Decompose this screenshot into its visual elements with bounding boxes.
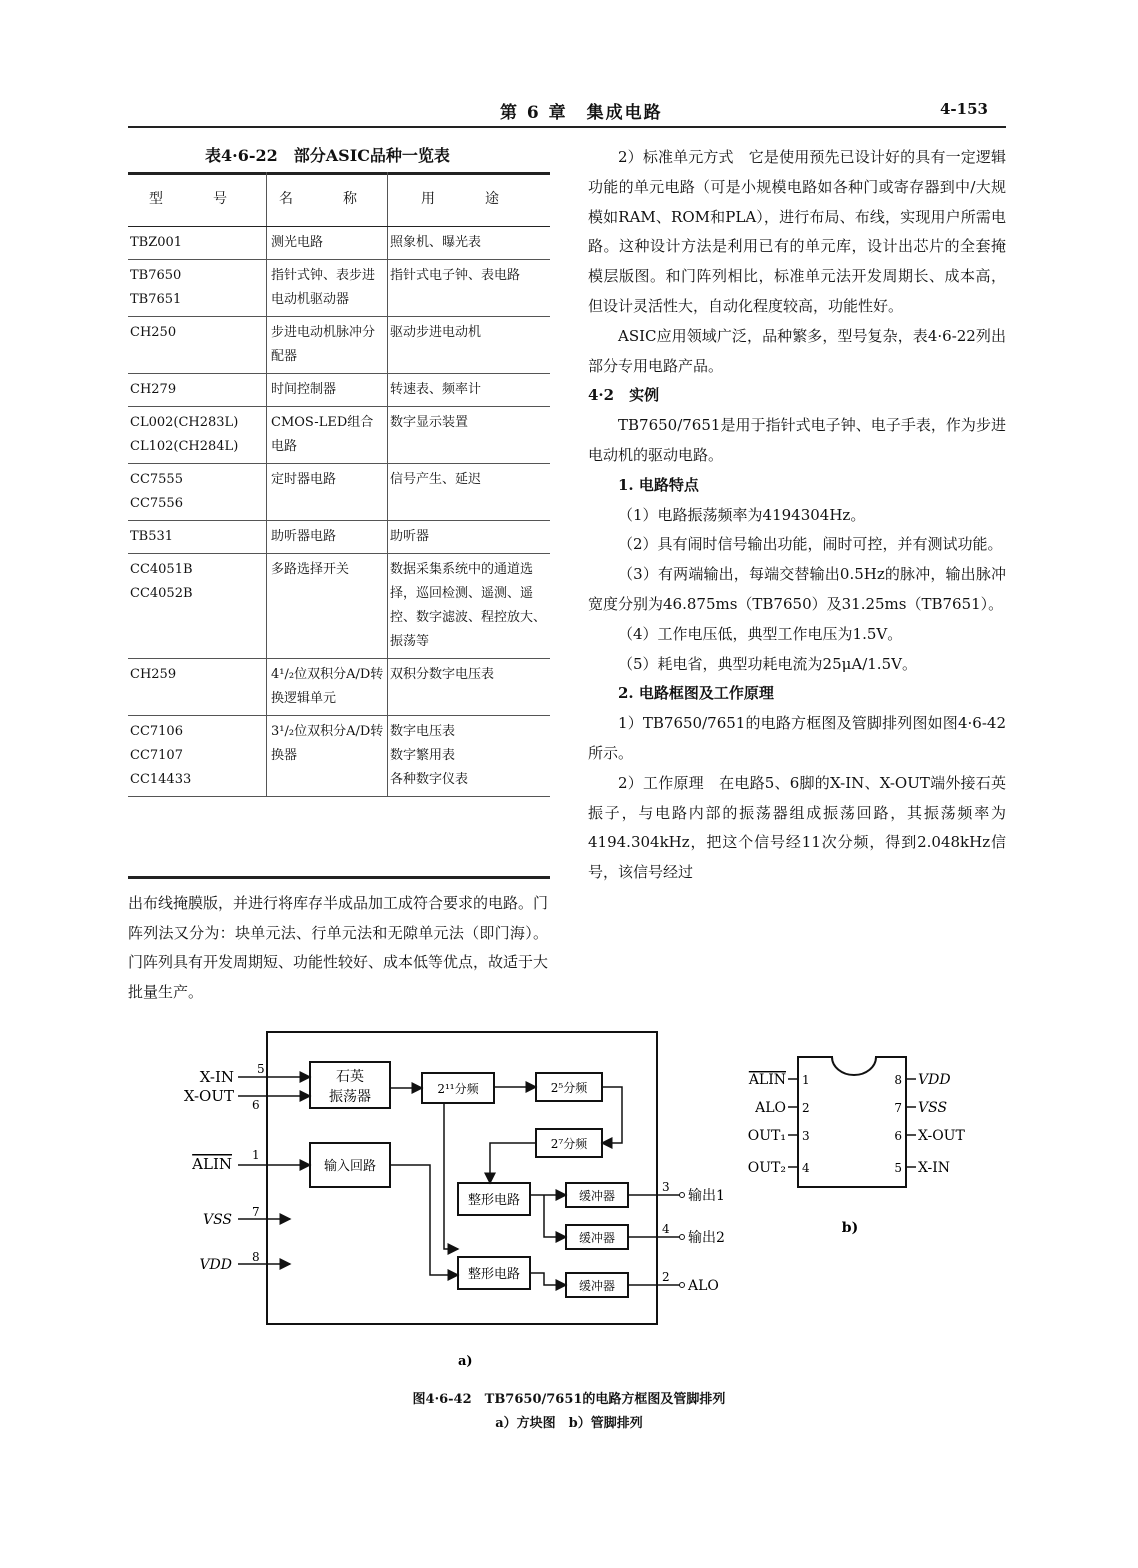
paragraph-tb7650: TB7650/7651是用于指针式电子钟、电子手表，作为步进电动机的驱动电路。 bbox=[588, 416, 1006, 464]
cell-name: 4¹/₂位双积分A/D转换逻辑单元 bbox=[267, 659, 388, 716]
pin-left-number: 2 bbox=[802, 1101, 810, 1115]
paragraph-gate-array: 出布线掩膜版，并进行将库存半成品加工成符合要求的电路。门阵列法又分为：块单元法、行单元法和无隙单元法（即门海）。门阵列具有开发周期短、功能性较好、成本低等优点，故适于大批量生产。 bbox=[128, 894, 549, 1001]
cell-use: 信号产生、延迟 bbox=[388, 464, 551, 521]
cell-name: 步进电动机脉冲分配器 bbox=[267, 317, 388, 374]
input-label: 输入回路 bbox=[323, 1159, 377, 1174]
table-bottom-rule bbox=[128, 876, 550, 879]
table-row bbox=[128, 659, 550, 716]
cell-name: 助听器电路 bbox=[267, 521, 388, 554]
cell-name: 测光电路 bbox=[267, 227, 388, 260]
pin8-num: 8 bbox=[252, 1250, 260, 1264]
pin5-num: 5 bbox=[257, 1062, 265, 1076]
pin3-num: 3 bbox=[662, 1180, 670, 1194]
pin-right-label: VDD bbox=[918, 1072, 951, 1088]
fig-b-label: b) bbox=[841, 1220, 859, 1236]
shape2-label: 整形电路 bbox=[467, 1267, 521, 1282]
chapter-title: 第 6 章 集成电路 bbox=[500, 103, 663, 123]
heading-features: 1. 电路特点 bbox=[618, 475, 699, 494]
osc-label: 石英 bbox=[336, 1069, 364, 1085]
cell-name: 时间控制器 bbox=[267, 374, 388, 407]
cell-name: 指针式钟、表步进电动机驱动器 bbox=[267, 260, 388, 317]
cell-use: 驱动步进电动机 bbox=[388, 317, 551, 374]
alin-label: ALIN bbox=[192, 1155, 232, 1173]
pin-left-label: ALO bbox=[755, 1100, 786, 1116]
table-row bbox=[128, 554, 550, 659]
cell-model: CL002(CH283L) CL102(CH284L) bbox=[128, 407, 267, 464]
buf3-label: 缓冲器 bbox=[578, 1279, 616, 1293]
table-row bbox=[128, 407, 550, 464]
out2-label: 输出2 bbox=[688, 1230, 725, 1246]
paragraph-asic: ASIC应用领域广泛，品种繁多，型号复杂，表4·6-22列出部分专用电路产品。 bbox=[588, 326, 1006, 375]
cell-model: TB7650 TB7651 bbox=[128, 260, 267, 317]
buf2-label: 缓冲器 bbox=[578, 1231, 616, 1245]
feature-1: （1）电路振荡频率为4194304Hz。 bbox=[618, 505, 866, 524]
osc-label-2: 振荡器 bbox=[329, 1089, 371, 1105]
pin-right-label: X-OUT bbox=[918, 1128, 965, 1144]
pin-right-number: 8 bbox=[894, 1073, 902, 1087]
div5-label: 2⁵分频 bbox=[550, 1081, 588, 1095]
div7-label: 2⁷分频 bbox=[550, 1137, 588, 1151]
table-title: 表4·6-22 部分ASIC品种一览表 bbox=[205, 146, 450, 165]
pin7-num: 7 bbox=[252, 1205, 260, 1219]
feature-4: （4）工作电压低，典型工作电压为1.5V。 bbox=[618, 624, 903, 643]
out1-label: 输出1 bbox=[688, 1188, 725, 1204]
header-rule bbox=[128, 126, 1006, 128]
pin-right-number: 6 bbox=[894, 1129, 902, 1143]
cell-use: 数据采集系统中的通道选择，巡回检测、遥测、遥控、数字滤波、程控放大、振荡等 bbox=[388, 554, 551, 659]
xin-label: X-IN bbox=[199, 1068, 234, 1086]
cell-model: CH259 bbox=[128, 659, 267, 716]
pin-left-number: 1 bbox=[802, 1073, 810, 1087]
table-row bbox=[128, 521, 550, 554]
feature-5: （5）耗电省，典型功耗电流为25μA/1.5V。 bbox=[618, 654, 917, 673]
cell-model: CC7106 CC7107 CC14433 bbox=[128, 716, 267, 797]
cell-name: 定时器电路 bbox=[267, 464, 388, 521]
cell-model: CC4051B CC4052B bbox=[128, 554, 267, 659]
feature-2: （2）具有闹时信号输出功能，闹时可控，并有测试功能。 bbox=[618, 535, 1003, 554]
pin-left-label: OUT₁ bbox=[747, 1128, 786, 1144]
table-row bbox=[128, 227, 550, 260]
pin-right-label: VSS bbox=[918, 1100, 948, 1116]
fig-a-label: a) bbox=[458, 1354, 473, 1369]
pin-left-label: OUT₂ bbox=[747, 1160, 786, 1176]
paragraph-block-2: 2）工作原理 在电路5、6脚的X-IN、X-OUT端外接石英振子，与电路内部的振荡器组成振荡回路，其振荡频率为4194.304kHz，把这个信号经11次分频，得到2.048kHz信号，该信号经过 bbox=[588, 773, 1006, 882]
cell-name: 3¹/₂位双积分A/D转换器 bbox=[267, 716, 388, 797]
cell-use: 数字电压表 数字繁用表 各种数字仪表 bbox=[388, 716, 551, 797]
col-header-name: 名 称 bbox=[267, 172, 388, 227]
heading-block-diagram: 2. 电路框图及工作原理 bbox=[618, 684, 774, 703]
page-number: 4-153 bbox=[940, 100, 988, 118]
cell-name: CMOS-LED组合电路 bbox=[267, 407, 388, 464]
asic-table bbox=[128, 172, 550, 797]
figure-subcaption: a）方块图 b）管脚排列 bbox=[495, 1416, 643, 1431]
vdd-label: VDD bbox=[199, 1257, 232, 1273]
pin-right-label: X-IN bbox=[918, 1160, 950, 1176]
pin1-num: 1 bbox=[252, 1148, 260, 1162]
paragraph-block-1: 1）TB7650/7651的电路方框图及管脚排列图如图4·6-42所示。 bbox=[588, 714, 1006, 762]
alo-label: ALO bbox=[688, 1278, 719, 1294]
pin6-num: 6 bbox=[252, 1098, 260, 1112]
buf1-label: 缓冲器 bbox=[578, 1189, 616, 1203]
figure-caption: 图4·6-42 TB7650/7651的电路方框图及管脚排列 bbox=[412, 1392, 726, 1407]
div11-label: 2¹¹分频 bbox=[437, 1082, 479, 1096]
pin-left-number: 4 bbox=[802, 1161, 810, 1175]
table-row bbox=[128, 716, 550, 797]
shape1-label: 整形电路 bbox=[467, 1193, 521, 1208]
table-row bbox=[128, 374, 550, 407]
cell-use: 助听器 bbox=[388, 521, 551, 554]
paragraph-standard-cell: 2）标准单元方式 它是使用预先已设计好的具有一定逻辑功能的单元电路（可是小规模电路如各种门或寄存器到中/大规模如RAM、ROM和PLA），进行布局、布线，实现用户所需电路。这种设计方法是利用已有的单元库，设计出芯片的全套掩模层版图。和门阵列相比，标准单元法开发周期长、成本高，但设计灵活性大，自动化程度较高，功能性好。 bbox=[588, 148, 1006, 315]
vss-label: VSS bbox=[202, 1212, 232, 1228]
cell-use: 数字显示装置 bbox=[388, 407, 551, 464]
right-column bbox=[588, 143, 1006, 888]
cell-model: CH279 bbox=[128, 374, 267, 407]
block-diagram bbox=[160, 1025, 760, 1375]
table-row bbox=[128, 464, 550, 521]
cell-use: 双积分数字电压表 bbox=[388, 659, 551, 716]
pin-right-number: 5 bbox=[894, 1161, 902, 1175]
pin-left-number: 3 bbox=[802, 1129, 810, 1143]
cell-model: CC7555 CC7556 bbox=[128, 464, 267, 521]
pin-right-number: 7 bbox=[894, 1101, 902, 1115]
feature-3: （3）有两端输出，每端交替输出0.5Hz的脉冲，输出脉冲宽度分别为46.875ms（TB7650）及31.25ms（TB7651）。 bbox=[588, 565, 1006, 613]
cell-use: 指针式电子钟、表电路 bbox=[388, 260, 551, 317]
chip-package bbox=[798, 1057, 906, 1187]
cell-use: 转速表、频率计 bbox=[388, 374, 551, 407]
pin-left-label: ALIN bbox=[748, 1072, 786, 1088]
cell-model: TBZ001 bbox=[128, 227, 267, 260]
table-row bbox=[128, 260, 550, 317]
heading-example: 4·2 实例 bbox=[588, 386, 660, 405]
pin4-num: 4 bbox=[662, 1222, 670, 1236]
col-header-model: 型 号 bbox=[128, 172, 267, 227]
xout-label: X-OUT bbox=[183, 1087, 234, 1105]
table-row bbox=[128, 317, 550, 374]
cell-name: 多路选择开关 bbox=[267, 554, 388, 659]
pinout-diagram bbox=[730, 1045, 1000, 1245]
cell-model: CH250 bbox=[128, 317, 267, 374]
pin2-num: 2 bbox=[662, 1270, 670, 1284]
cell-use: 照象机、曝光表 bbox=[388, 227, 551, 260]
cell-model: TB531 bbox=[128, 521, 267, 554]
left-paragraph bbox=[128, 889, 548, 1007]
col-header-use: 用 途 bbox=[388, 172, 551, 227]
